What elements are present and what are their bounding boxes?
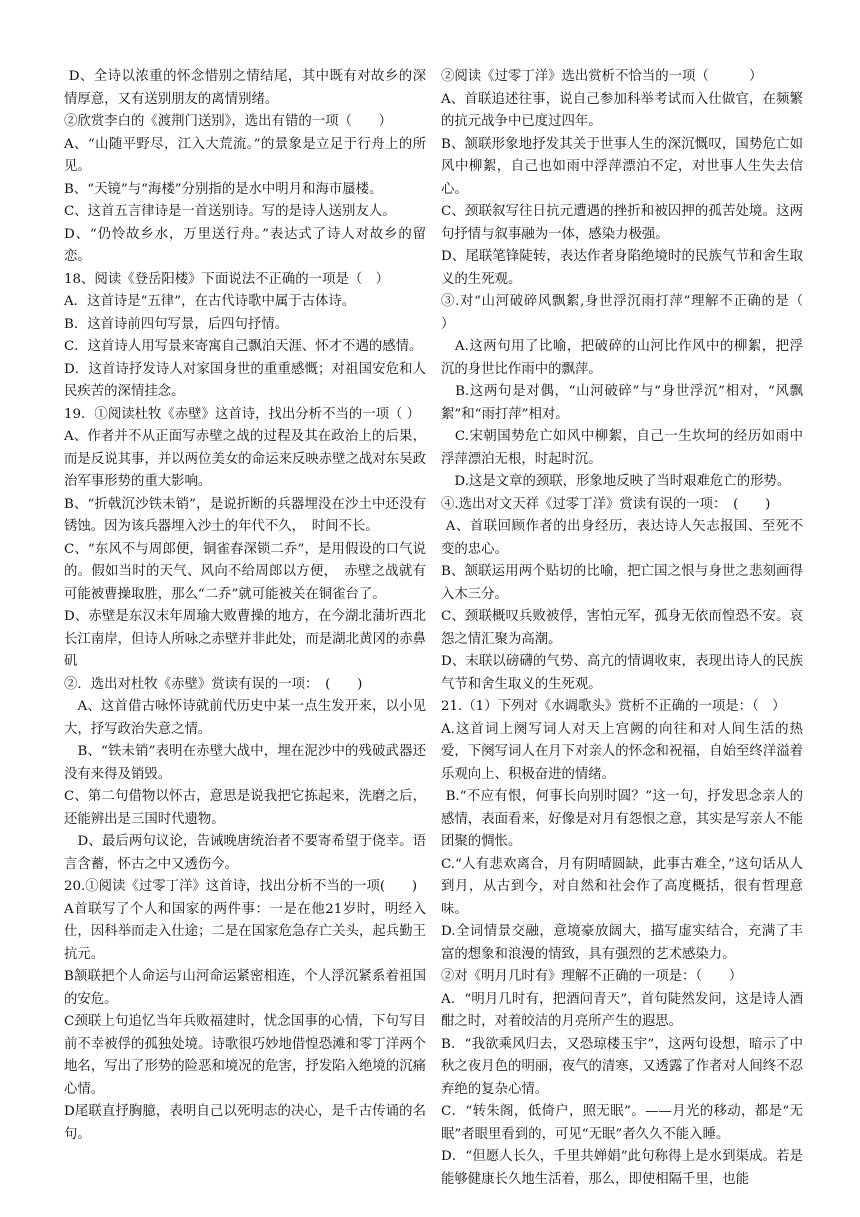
text-line: 19．①阅读杜牧《赤壁》这首诗，找出分析不当的一项（ ） bbox=[64, 406, 421, 422]
text-line: ④.选出对文天祥《过零丁洋》赏读有误的一项： ( ) bbox=[441, 496, 771, 512]
text-line: D、末联以磅礴的气势、高亢的情调收束，表现出诗人的民族气节和舍生取义的生死观。 bbox=[441, 654, 803, 692]
text-line: C、这首五言律诗是一首送别诗。写的是诗人送别友人。 bbox=[64, 204, 396, 219]
text-line: B.这两句是对偶，“山河破碎”与“身世浮沉”相对，“风飘絮”和“雨打萍”相对。 bbox=[441, 384, 803, 422]
text-line: B颔联把个人命运与山河命运紧密相连，个人浮沉紧系着祖国的安危。 bbox=[64, 969, 426, 1007]
text-line: D、最后两句议论，告诫晚唐统治者不要寄希望于侥幸。语言含蓄，怀古之中又透伤今。 bbox=[64, 834, 426, 872]
text-line: B．“我欲乘风归去，又恐琼楼玉宇”，这两句设想，暗示了中秋之夜月色的明丽，夜气的清寒，又透露了作者对人间终不忍弃绝的复杂心情。 bbox=[441, 1036, 803, 1097]
text-line: ②欣赏李白的《渡荆门送别》，选出有错的一项（ ） bbox=[64, 114, 393, 129]
text-line: D尾联直抒胸臆，表明自己以死明志的决心，是千古传诵的名句。 bbox=[64, 1104, 426, 1142]
text-line: D．“但愿人长久，千里共婵娟”此句称得上是水到渠成。若是能够健康长久地生活着，那么，即使相隔千里，也能 bbox=[441, 1149, 803, 1187]
text-line: A、“山随平野尽，江入大荒流。”的景象是立足于行舟上的所见。 bbox=[64, 136, 426, 174]
text-line: A.这首词上阕写词人对天上宫阙的向往和对人间生活的热爱，下阕写词人在月下对亲人的怀念和祝福，自始至终洋溢着乐观向上、积极奋进的情绪。 bbox=[441, 721, 803, 782]
text-line: C.“人有悲欢离合，月有阴晴圆缺，此事古难全，”这句话从人到月，从古到今，对自然和社会作了高度概括，很有哲理意味。 bbox=[441, 856, 803, 917]
text-line: D.这是文章的颈联，形象地反映了当时艰难危亡的形势。 bbox=[441, 474, 791, 489]
text-line: C．这首诗人用写景来寄寓自己飘泊天涯、怀才不遇的感情。 bbox=[64, 339, 423, 354]
text-line: D、全诗以浓重的怀念惜别之情结尾，其中既有对故乡的深情厚意，又有送别朋友的离情别绪。 bbox=[64, 69, 426, 107]
text-line: 18、阅读《登岳阳楼》下面说法不正确的一项是（ ） bbox=[64, 271, 390, 287]
text-line: D．这首诗抒发诗人对家国身世的重重感慨；对祖国安危和人民疾苦的深情挂念。 bbox=[64, 361, 426, 399]
text-line: B、颔联运用两个贴切的比喻，把亡国之恨与身世之悲刻画得入木三分。 bbox=[441, 564, 803, 602]
text-line: ③.对“山河破碎风飘絮,身世浮沉雨打萍”理解不正确的是（ ） bbox=[441, 294, 830, 332]
text-line: A、首联追述往事，说自己参加科举考试而入仕做官，在频繁的抗元战争中已度过四年。 bbox=[441, 91, 803, 129]
text-line: B.“不应有恨，何事长向别时圆？”这一句，抒发思念亲人的感情，表面看来，好像是对月有怨恨之意，其实是写亲人不能团聚的惆怅。 bbox=[441, 789, 803, 849]
text-line: A首联写了个人和国家的两件事：一是在他21岁时，明经入仕，因科举而走入仕途；二是在国家危急存亡关头，起兵勤王抗元。 bbox=[64, 901, 426, 962]
text-line: B、“折戟沉沙铁未销”，是说折断的兵器埋没在沙土中还没有锈蚀。因为该兵器埋入沙土的年代不久， 时间不长。 bbox=[64, 496, 426, 534]
right-column bbox=[441, 66, 830, 1191]
text-line: A、首联回顾作者的出身经历，表达诗人矢志报国、至死不变的忠心。 bbox=[441, 519, 804, 557]
text-line: C、颈联概叹兵败被俘，害怕元军，孤身无依而惶恐不安。哀怨之情汇聚为高潮。 bbox=[441, 609, 803, 647]
text-line: C.宋朝国势危亡如风中柳絮，自己一生坎坷的经历如雨中浮萍漂泊无根，时起时沉。 bbox=[441, 429, 803, 467]
left-column bbox=[64, 66, 426, 1146]
text-line: C颈联上句追忆当年兵败福建时，忧念国事的心情，下句写目前不幸被俘的孤独处境。诗歌很巧妙地借惶恐滩和零丁洋两个地名，写出了形势的险恶和境况的危害，抒发陷入绝境的沉痛心情。 bbox=[64, 1014, 426, 1097]
text-line: 21.（1）下列对《水调歌头》赏析不正确的一项是：（ ） bbox=[441, 699, 786, 714]
text-line: D、“仍怜故乡水，万里送行舟。”表达式了诗人对故乡的留恋。 bbox=[64, 226, 426, 264]
text-line: B、“铁未销”表明在赤壁大战中，埋在泥沙中的残破武器还没有来得及销毁。 bbox=[64, 744, 426, 782]
text-line: D、尾联笔锋陡转，表达作者身陷绝境时的民族气节和舍生取义的生死观。 bbox=[441, 249, 803, 287]
text-line: D、赤壁是东汉末年周瑜大败曹操的地方，在今湖北蒲圻西北长江南岸，但诗人所咏之赤壁并非此处，而是湖北黄冈的赤鼻矶 bbox=[64, 609, 426, 669]
text-line: B、“天镜”与“海楼”分别指的是水中明月和海市蜃楼。 bbox=[64, 181, 383, 197]
text-line: A．这首诗是“五律”，在古代诗歌中属于古体诗。 bbox=[64, 294, 356, 309]
text-line: C．“转朱阁，低倚户，照无眠”。——月光的移动，都是“无眠”者眼里看到的，可见“无眠”者久久不能入睡。 bbox=[441, 1104, 803, 1142]
text-line: ②阅读《过零丁洋》选出赏析不恰当的一项（ ） bbox=[441, 69, 763, 84]
text-line: C、“东风不与周郎便，铜雀春深锁二乔”，是用假设的口气说的。假如当时的天气、风向不给周郎以方便， 赤壁之战就有可能被曹操取胜，那么“二乔”就可能被关在铜雀台了。 bbox=[64, 541, 426, 602]
text-line: D.全词情景交融，意境豪放阔大，描写虚实结合，充满了丰富的想象和浪漫的情致，具有强烈的艺术感染力。 bbox=[441, 924, 803, 962]
text-line: A.这两句用了比喻，把破碎的山河比作风中的柳絮，把浮沉的身世比作雨中的飘萍。 bbox=[441, 339, 803, 377]
text-line: A、作者并不从正面写赤壁之战的过程及其在政治上的后果，而是反说其事，并以两位美女的命运来反映赤壁之战对东吴政治军事形势的重大影响。 bbox=[64, 429, 426, 489]
text-line: 20.①阅读《过零丁洋》这首诗，找出分析不当的一项( ) bbox=[64, 879, 418, 894]
text-line: ②．选出对杜牧《赤壁》赏读有误的一项： ( ) bbox=[64, 676, 363, 692]
text-line: C、第二句借物以怀古，意思是说我把它拣起来，洗磨之后，还能辨出是三国时代遗物。 bbox=[64, 789, 426, 827]
text-line: B．这首诗前四句写景，后四句抒情。 bbox=[64, 316, 289, 332]
text-line: A、这首借古咏怀诗就前代历史中某一点生发开来，以小见大，抒写政治失意之情。 bbox=[64, 699, 426, 737]
text-line: B、颔联形象地抒发其关于世事人生的深沉慨叹，国势危亡如风中柳絮，自己也如雨中浮萍漂泊不定，对世事人生失去信心。 bbox=[441, 136, 803, 197]
text-line: C、颈联叙写往日抗元遭遇的挫折和被囚押的孤苦处境。这两句抒情与叙事融为一体，感染力极强。 bbox=[441, 204, 803, 242]
text-line: ②对《明月几时有》理解不正确的一项是：（ ） bbox=[441, 969, 743, 984]
text-line: A．“明月几时有，把酒问青天”，首句陡然发问，这是诗人酒酣之时，对着皎洁的月亮所产生的遐思。 bbox=[441, 991, 803, 1029]
